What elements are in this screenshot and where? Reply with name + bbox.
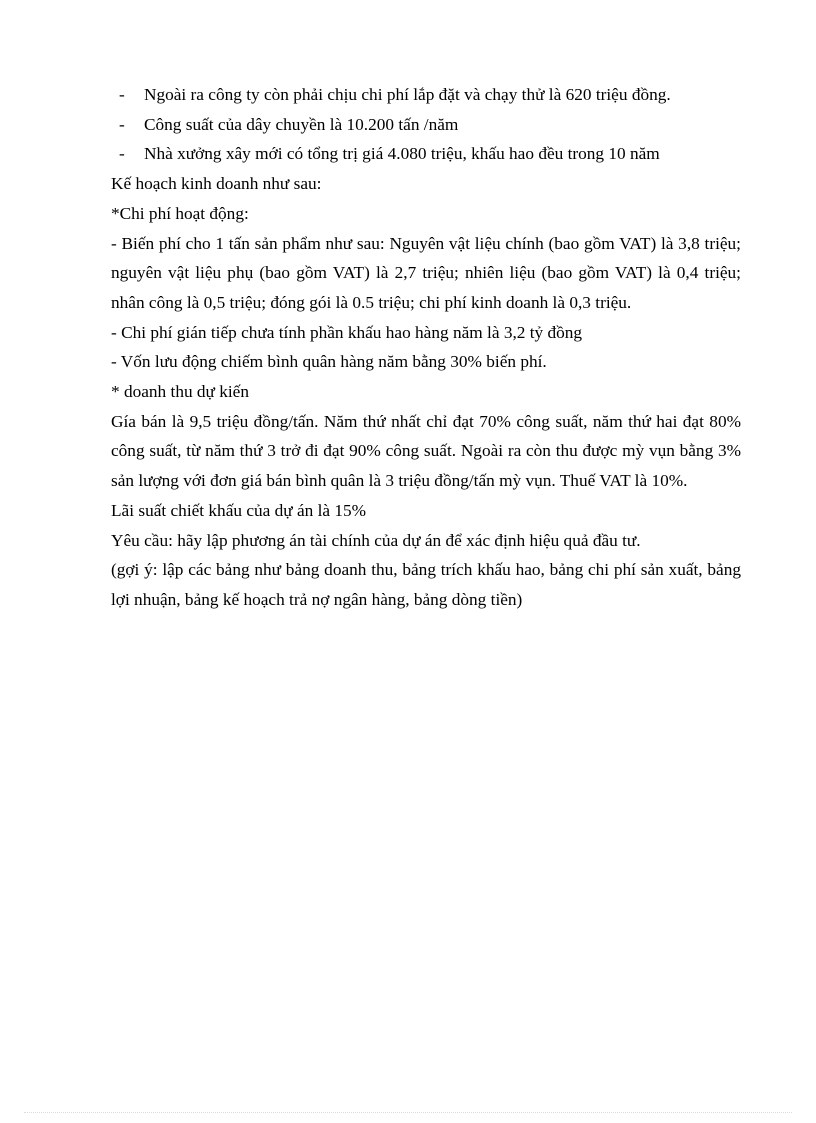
bullet-marker: - (119, 144, 125, 164)
revenue-heading: * doanh thu dự kiến (111, 382, 249, 402)
bullet-text: Ngoài ra công ty còn phải chịu chi phí lắp đặt và chạy thử là 620 triệu đồng. (144, 85, 671, 104)
document-body (111, 80, 741, 615)
indirect-cost-line: - Chi phí gián tiếp chưa tính phần khấu hao hàng năm là 3,2 tỷ đồng (111, 322, 583, 342)
bullet-capacity (111, 110, 741, 140)
hint-paragraph: (gợi ý: lập các bảng như bảng doanh thu, bảng trích khấu hao, bảng chi phí sản xuất, bảng lợi nhuận, bảng kế hoạch trả nợ ngân hàng, bảng dòng tiền) (111, 560, 741, 609)
bullet-text: Nhà xưởng xây mới có tổng trị giá 4.080 triệu, khấu hao đều trong 10 năm (144, 144, 660, 164)
discount-rate-line: Lãi suất chiết khấu của dự án là 15% (111, 500, 367, 520)
plan-heading: Kế hoạch kinh doanh như sau: (111, 174, 322, 194)
bullet-marker: - (119, 114, 125, 134)
bullet-marker: - (119, 85, 125, 104)
revenue-paragraph: Gía bán là 9,5 triệu đồng/tấn. Năm thứ nhất chỉ đạt 70% công suất, năm thứ hai đạt 80% công suất, từ năm thứ 3 trở đi đạt 90% công suất. Ngoài ra còn thu được mỳ vụn bằng 3% sản lượng với đơn giá bán bình quân là 3 triệu đồng/tấn mỳ vụn. Thuế VAT là 10%. (111, 411, 741, 491)
working-capital-line: - Vốn lưu động chiếm bình quân hàng năm bằng 30% biến phí. (111, 352, 547, 372)
bullet-install-cost (111, 80, 741, 110)
equipment-bullet-list (111, 80, 741, 169)
requirement-line: Yêu cầu: hãy lập phương án tài chính của dự án để xác định hiệu quả đầu tư. (111, 530, 641, 550)
variable-cost-paragraph: - Biến phí cho 1 tấn sản phẩm như sau: Nguyên vật liệu chính (bao gồm VAT) là 3,8 triệu; nguyên vật liệu phụ (bao gồm VAT) là 2,7 triệu; nhiên liệu (bao gồm VAT) là 0,4 triệu; nhân công là 0,5 triệu; đóng gói là 0.5 triệu; chi phí kinh doanh là 0,3 triệu. (111, 233, 741, 312)
operating-cost-heading: *Chi phí hoạt động: (111, 203, 249, 223)
bullet-workshop (111, 139, 741, 169)
page-bottom-divider (24, 1112, 792, 1113)
bullet-text: Công suất của dây chuyền là 10.200 tấn /năm (144, 114, 459, 134)
